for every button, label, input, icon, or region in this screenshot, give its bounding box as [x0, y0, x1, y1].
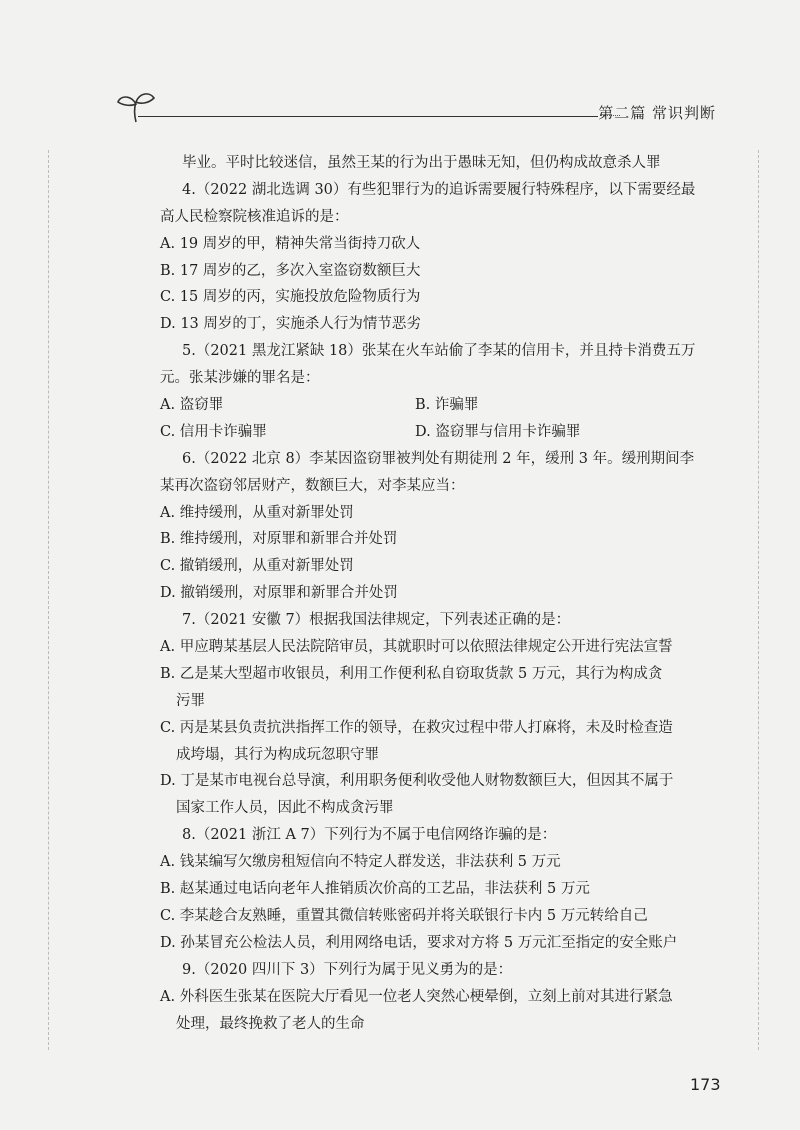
- text-line: 6.（2022 北京 8）李某因盗窃罪被判处有期徒刑 2 年，缓刑 3 年。缓刑期间李: [182, 450, 695, 467]
- text-line: 高人民检察院核准追诉的是：: [160, 208, 349, 225]
- text-line: B. 乙是某大型超市收银员，利用工作便利私自窃取货款 5 万元，其行为构成贪: [160, 665, 663, 682]
- text-line: A. 甲应聘某基层人民法院陪审员，其就职时可以依照法律规定公开进行宪法宣誓: [160, 639, 673, 656]
- section-title: 第二篇 常识判断: [598, 104, 716, 122]
- text-line: A. 维持缓刑，从重对新罪处罚: [160, 504, 354, 521]
- text-line: C. 李某趁合友熟睡，重置其微信转账密码并将关联银行卡内 5 万元转给自己: [160, 907, 648, 924]
- text-line: 成垮塌，其行为构成玩忽职守罪: [176, 746, 379, 763]
- text-line: 毕业。平时比较迷信，虽然王某的行为出于愚昧无知，但仍构成故意杀人罪: [182, 155, 661, 171]
- text-line: 处理，最终挽救了老人的生命: [176, 1015, 365, 1032]
- text-line: B. 维持缓刑，对原罪和新罪合并处罚: [160, 531, 398, 548]
- text-line: A. 外科医生张某在医院大厅看见一位老人突然心梗晕倒，立刻上前对其进行紧急: [160, 988, 673, 1005]
- sprout-icon: [116, 88, 156, 124]
- text-line: 某再次盗窃邻居财产，数额巨大，对李某应当：: [160, 477, 465, 494]
- text-line: A. 19 周岁的甲，精神失常当街持刀砍人: [160, 235, 421, 252]
- option-left: C. 信用卡诈骗罪: [160, 423, 267, 440]
- header-rule: [138, 116, 598, 117]
- text-line: C. 撤销缓刑，从重对新罪处罚: [160, 558, 354, 575]
- text-line: D. 孙某冒充公检法人员，利用网络电话，要求对方将 5 万元汇至指定的安全账户: [160, 934, 678, 951]
- text-line: B. 17 周岁的乙，多次入室盗窃数额巨大: [160, 262, 421, 279]
- text-line: 5.（2021 黑龙江紧缺 18）张某在火车站偷了李某的信用卡，并且持卡消费五万: [182, 343, 696, 360]
- text-line: 7.（2021 安徽 7）根据我国法律规定，下列表述正确的是：: [182, 612, 571, 629]
- text-line: 国家工作人员，因此不构成贪污罪: [176, 800, 394, 817]
- text-line: 8.（2021 浙江 A 7）下列行为不属于电信网络诈骗的是：: [182, 827, 557, 844]
- right-margin-edge: [758, 150, 759, 1050]
- text-line: D. 撤销缓刑，对原罪和新罪合并处罚: [160, 585, 398, 602]
- text-line: B. 赵某通过电话向老年人推销质次价高的工艺品，非法获利 5 万元: [160, 881, 590, 898]
- page-body: [160, 150, 716, 1037]
- text-line: D. 13 周岁的丁，实施杀人行为情节恶劣: [160, 316, 421, 333]
- option-pair-line: [160, 392, 716, 419]
- option-right: B. 诈骗罪: [415, 397, 479, 414]
- page-number: 173: [690, 1075, 721, 1094]
- option-pair-line: [160, 419, 716, 446]
- text-line: 4.（2022 湖北选调 30）有些犯罪行为的追诉需要履行特殊程序，以下需要经最: [182, 181, 696, 198]
- text-line: C. 15 周岁的丙，实施投放危险物质行为: [160, 289, 421, 306]
- text-line: 元。张某涉嫌的罪名是：: [160, 370, 320, 387]
- text-line: A. 钱某编写欠缴房租短信向不特定人群发送，非法获利 5 万元: [160, 854, 561, 871]
- option-left: A. 盗窃罪: [160, 397, 224, 414]
- page-header: [116, 88, 716, 128]
- left-margin-edge: [48, 150, 49, 1050]
- text-line: 9.（2020 四川下 3）下列行为属于见义勇为的是：: [182, 961, 513, 978]
- text-line: C. 丙是某县负责抗洪指挥工作的领导，在救灾过程中带人打麻将，未及时检查造: [160, 719, 673, 736]
- text-line: 污罪: [176, 692, 205, 709]
- option-right: D. 盗窃罪与信用卡诈骗罪: [415, 423, 581, 440]
- text-line: D. 丁是某市电视台总导演，利用职务便利收受他人财物数额巨大，但因其不属于: [160, 773, 674, 790]
